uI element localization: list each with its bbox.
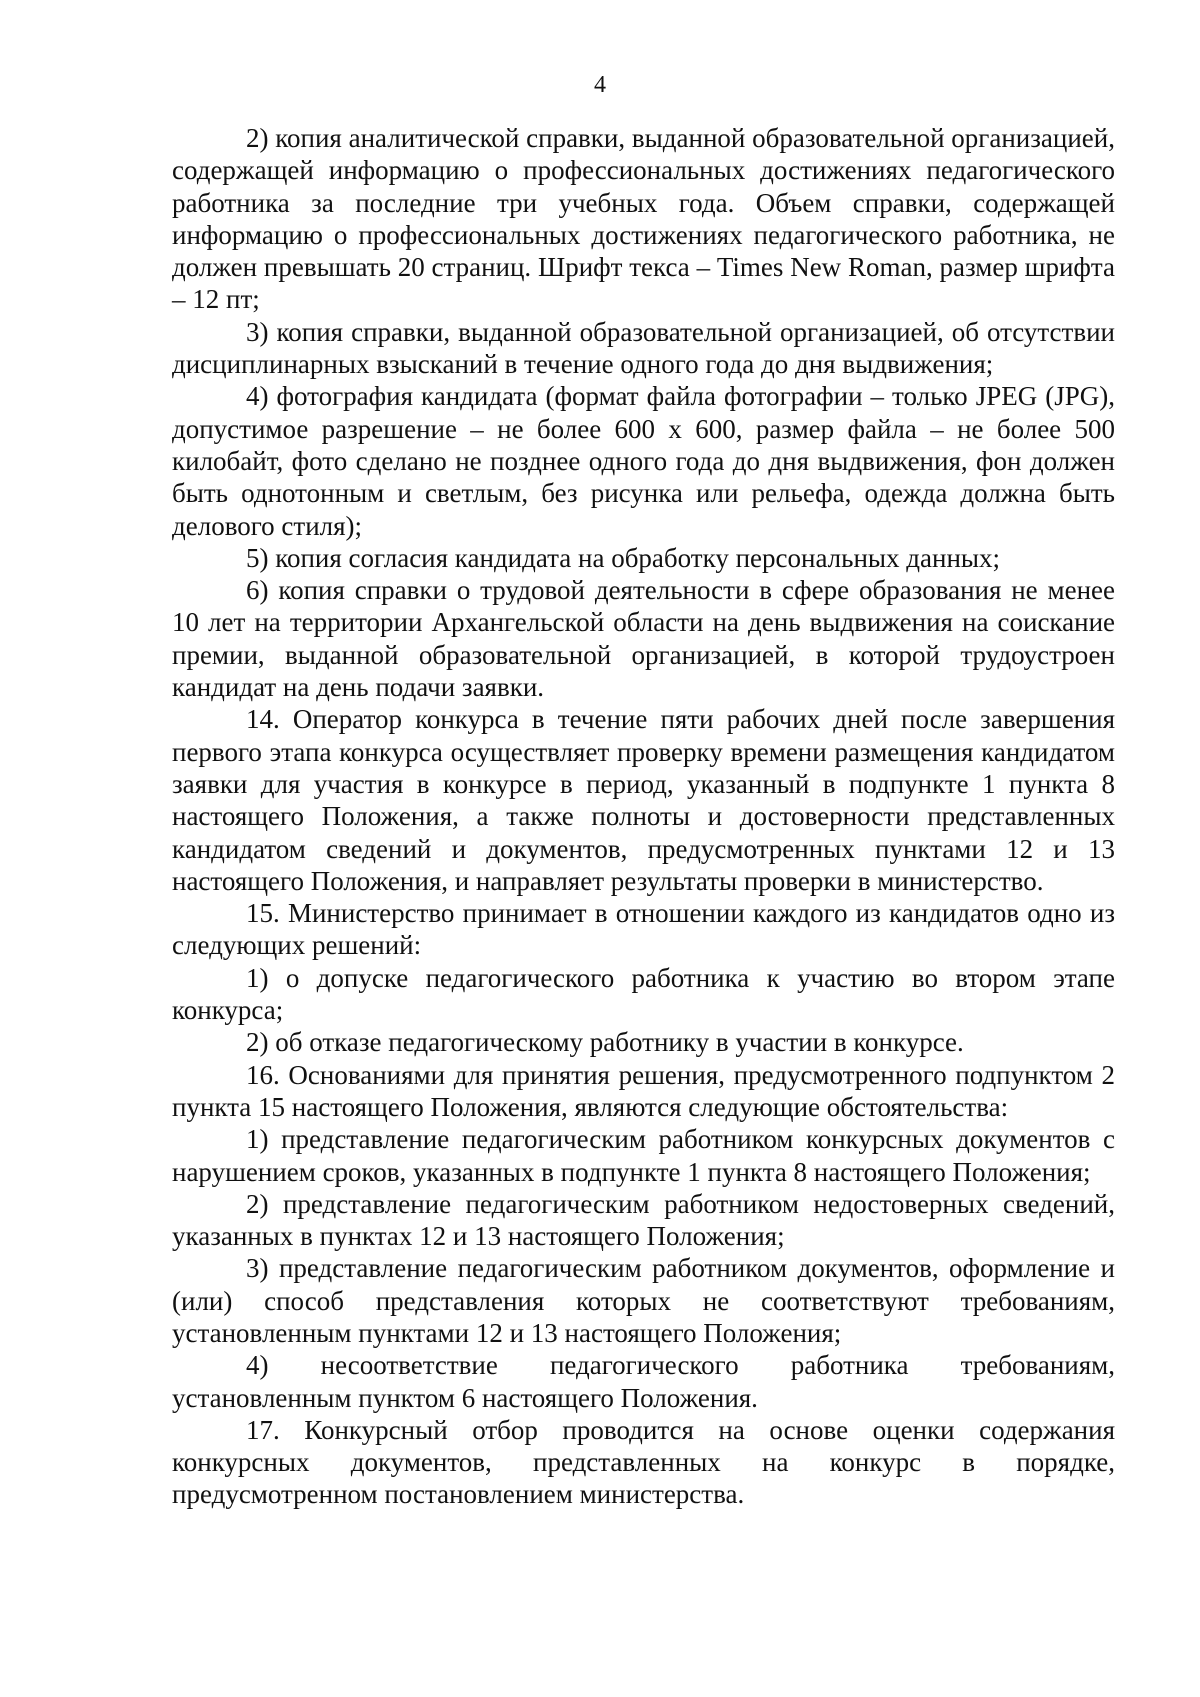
paragraph-clause-16-item-3: 3) представление педагогическим работником документов, оформление и (или) способ представления которых не соответствуют требованиям, установленным пунктами 12 и 13 настоящего Положения; xyxy=(172,1253,1115,1348)
paragraph-clause-16-item-2: 2) представление педагогическим работником недостоверных сведений, указанных в пунктах 12 и 13 настоящего Положения; xyxy=(172,1188,1115,1252)
paragraph-clause-17: 17. Конкурсный отбор проводится на основе оценки содержания конкурсных документов, представленных на конкурс в порядке, предусмотренном постановлением министерства. xyxy=(172,1414,1115,1510)
page-number: 4 xyxy=(594,72,606,98)
paragraph-clause-15: 15. Министерство принимает в отношении каждого из кандидатов одно из следующих решений: xyxy=(172,898,1115,961)
paragraph-clause-15-item-2: 2) об отказе педагогическому работнику в участии в конкурсе. xyxy=(246,1027,964,1058)
paragraph-clause-15-item-1: 1) о допуске педагогического работника к участию во втором этапе конкурса; xyxy=(172,962,1115,1026)
paragraph-clause-16-item-4: 4) несоответствие педагогического работника требованиям, установленным пунктом 6 настоящего Положения. xyxy=(172,1350,1115,1413)
paragraph-clause-16: 16. Основаниями для принятия решения, предусмотренного подпунктом 2 пункта 15 настоящего Положения, являются следующие обстоятельства: xyxy=(172,1059,1115,1122)
paragraph-clause-16-item-1: 1) представление педагогическим работником конкурсных документов с нарушением сроков, указанных в подпункте 1 пункта 8 настоящего Положения; xyxy=(172,1124,1115,1187)
paragraph-clause-14: 14. Оператор конкурса в течение пяти рабочих дней после завершения первого этапа конкурса осуществляет проверку времени размещения кандидатом заявки для участия в конкурсе в период, указанный в подпункте 1 пункта 8 настоящего Положения, а также полноты и достоверности представленных кандидатом сведений и документов, предусмотренных пунктами 12 и 13 настоящего Положения, и направляет результаты проверки в министерство. xyxy=(172,704,1115,896)
document-body xyxy=(172,122,1115,1511)
paragraph-item-3: 3) копия справки, выданной образовательной организацией, об отсутствии дисциплинарных взысканий в течение одного года до дня выдвижения; xyxy=(172,316,1115,380)
paragraph-item-4: 4) фотография кандидата (формат файла фотографии – только JPEG (JPG), допустимое разрешение – не более 600 х 600, размер файла – не более 500 килобайт, фото сделано не позднее одного года до дня выдвижения, фон должен быть однотонным и светлым, без рисунка или рельефа, одежда должна быть делового стиля); xyxy=(172,381,1115,541)
paragraph-item-6: 6) копия справки о трудовой деятельности в сфере образования не менее 10 лет на территории Архангельской области на день выдвижения на соискание премии, выданной образовательной организацией, в которой трудоустроен кандидат на день подачи заявки. xyxy=(172,575,1115,703)
paragraph-item-5: 5) копия согласия кандидата на обработку персональных данных; xyxy=(246,542,1001,573)
paragraph-item-2: 2) копия аналитической справки, выданной образовательной организацией, содержащей информацию о профессиональных достижениях педагогического работника за последние три учебных года. Объем справки, содержащей информацию о профессиональных достижениях педагогического работника, не должен превышать 20 страниц. Шрифт текса – Times New Roman, размер шрифта – 12 пт; xyxy=(172,123,1115,315)
